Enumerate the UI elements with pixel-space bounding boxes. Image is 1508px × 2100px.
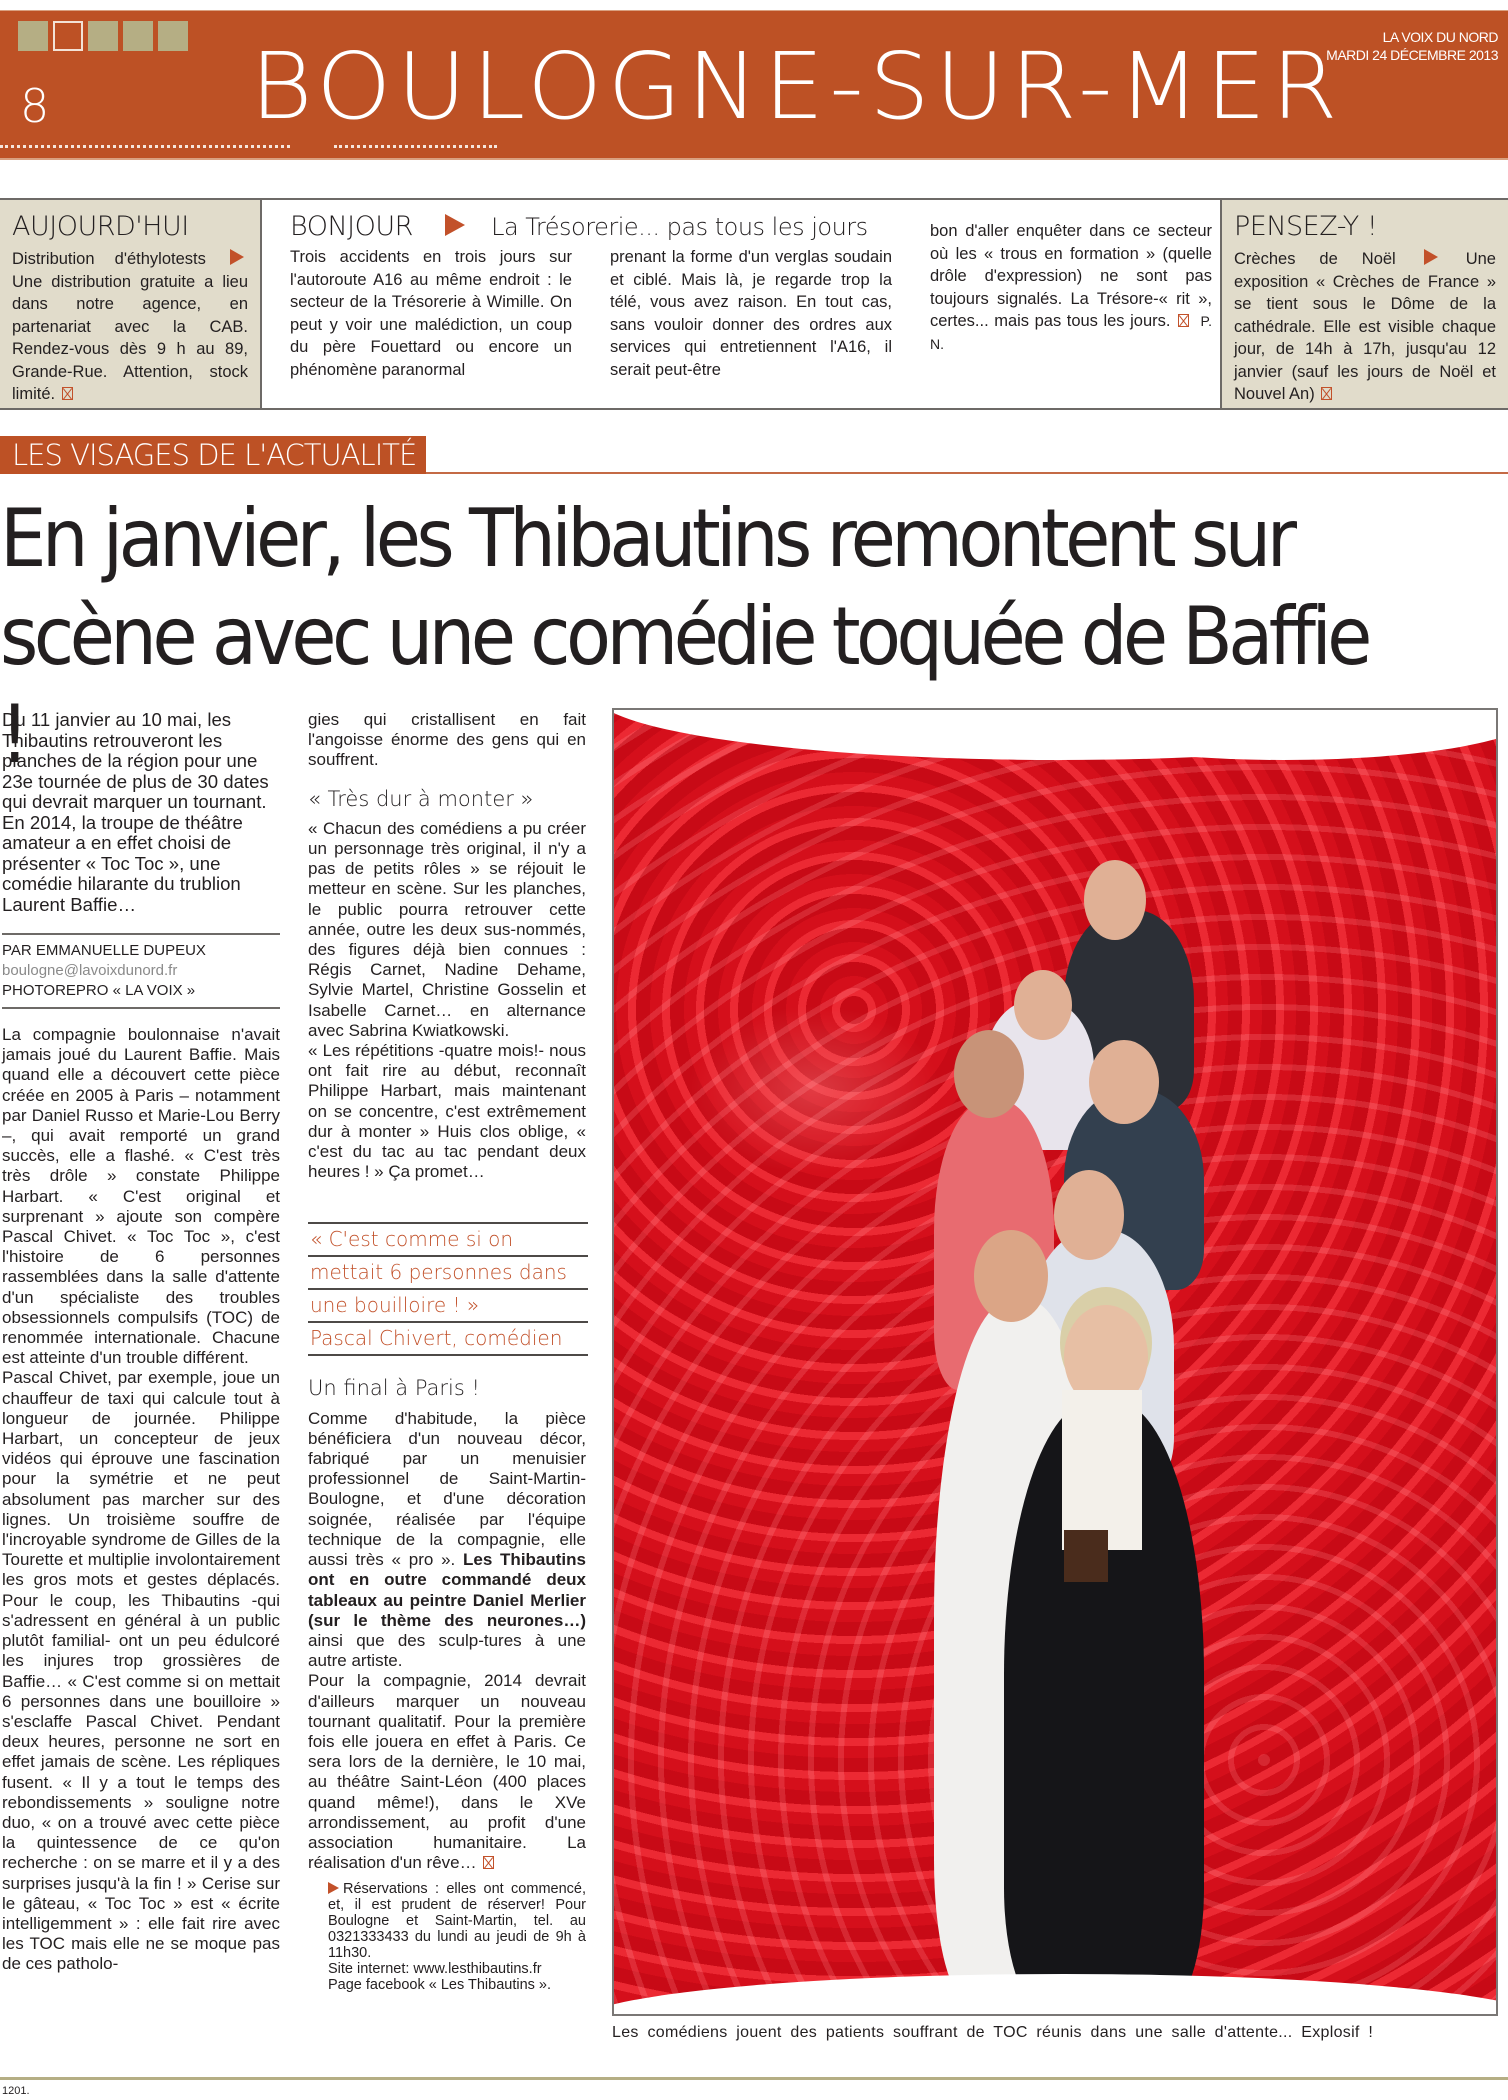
newspaper-brand: [1326, 28, 1498, 64]
headline-line-1: En janvier, les Thibautins remontent sur: [0, 492, 1293, 585]
facebook-link[interactable]: Page facebook « Les Thibautins ».: [328, 1977, 552, 1994]
byline-photo-credit: PHOTOREPRO « LA VOIX »: [2, 982, 196, 999]
brief-title: AUJOURD'HUI: [12, 211, 189, 242]
face: [1089, 1040, 1159, 1124]
brief-aujourdhui: [0, 200, 260, 408]
article-column-2: [308, 710, 586, 1993]
website-link[interactable]: Site internet: www.lesthibautins.fr: [328, 1961, 542, 1978]
square-icon: [123, 21, 153, 51]
brief-title: PENSEZ-Y !: [1234, 211, 1378, 242]
brief-title: BONJOUR: [290, 211, 413, 242]
body-text: ainsi que des sculp-tures à une autre artiste.: [308, 1630, 586, 1671]
brief-col-1: Trois accidents en trois jours sur l'autoroute A16 au même endroit : le secteur de la Trésorerie à Wimille. On peut y voir une malédiction, un coup du père Fouettard ou encore un phénomène paranormal: [290, 248, 572, 379]
body-paragraph: [308, 1409, 586, 1672]
brief-text: [12, 248, 248, 406]
cast-group: [914, 830, 1214, 2010]
kicker-rule: [0, 436, 1508, 474]
article-column-1: [2, 710, 280, 1975]
arrow-right-icon: [230, 249, 244, 265]
brief-pensez-y: [1222, 200, 1508, 408]
subheading: « Très dur à monter »: [308, 786, 534, 811]
book-icon: [1064, 1530, 1108, 1582]
pull-quote-line: « C'est comme si on: [308, 1222, 588, 1255]
page-number: 8: [20, 79, 50, 133]
pull-quote-line: mettait 6 personnes dans: [308, 1255, 588, 1288]
end-mark-icon: [483, 1856, 494, 1869]
face: [954, 1030, 1024, 1118]
dotted-rule-right: [334, 145, 497, 148]
square-active-icon: [53, 21, 83, 51]
newspaper-name: LA VOIX DU NORD: [1382, 29, 1498, 45]
masthead: [0, 10, 1508, 160]
byline-author: PAR EMMANUELLE DUPEUX: [2, 942, 206, 959]
article-chapo: Du 11 janvier au 10 mai, les Thibautins retrouveront les planches de la région pour une 23e tournée de plus de 30 dates qui devrait marquer un tournant. En 2014, la troupe de théâtre amateur a en effet choisi de présenter « Toc Toc », une comédie hilarante du trublion Laurent Baffie…: [2, 709, 269, 915]
photo-caption: Les comédiens jouent des patients souffrant de TOC réunis dans une salle d'attente... Explosif !: [612, 2024, 1374, 2041]
reservations-info: [328, 1881, 586, 1993]
reservations-text: Réservations : elles ont commencé, et, il est prudent de réserver! Pour Boulogne et Saint-Martin, tel. au 0321333433 du lundi au jeudi de 9h à 11h30.: [328, 1881, 586, 1962]
subheading: Un final à Paris !: [308, 1376, 480, 1401]
pull-quote: [308, 1222, 588, 1356]
kicker-label: LES VISAGES DE L'ACTUALITÉ: [0, 436, 426, 474]
body-paragraph: Pascal Chivet, par exemple, joue un chauffeur de taxi qui calcule tout à longueur de journée. Philippe Harbart, un concepteur de jeux vidéos qui éprouve une fascination pour la symétrie et ne peut absolument pas marcher sur des lignes. Un troisième souffre de l'incroyable syndrome de Gilles de la Tourette et multiplie involontairement les gros mots et gestes déplacés. Pour le coup, les Thibautins -qui s'adressent en général à un public plutôt familial- ont un peu édulcoré les injures trop grossières de Baffie… « C'est comme si on mettait 6 personnes dans une bouilloire » s'esclaffe Pascal Chivet. Pendant deux heures, personne ne sort en effet jamais de scène. Les répliques fusent. « Il y a tout le temps des rebondissements » souligne notre duo, « on a trouvé avec cette pièce la quintessence de ce qu'on recherche : on se marre et il y a des surprises jusqu'à la fin ! » Cerise sur le gâteau, « Toc Toc » est « écrite intelligemment » : elle fait rire avec les TOC mais elle ne se moque pas de ces patholo-: [2, 1368, 280, 1974]
pull-quote-attribution: Pascal Chivert, comédien: [308, 1321, 588, 1356]
body-text: Pour la compagnie, 2014 devrait d'ailleurs marquer un nouveau tournant qualitatif. Pour la première fois elle jouera en effet à Paris. Ce sera lors de la dernière, le 10 mai, au théâtre Saint-Léon (400 places quand même!), dans le XVe arrondissement, au profit d'une association humanitaire. La réalisation d'un rêve…: [308, 1671, 586, 1873]
brief-bonjour: [280, 200, 1240, 408]
square-icon: [18, 21, 48, 51]
section-squares: [18, 21, 188, 51]
brief-body: Une distribution gratuite a lieu dans notre agence, en partenariat avec la CAB. Rendez-vous dès 9 h au 89, Grande-Rue. Attention, stock limité.: [12, 272, 248, 403]
brief-lead: Distribution d'éthylotests: [12, 250, 206, 268]
article-photo: [612, 708, 1498, 2016]
body-paragraph: gies qui cristallisent en fait l'angoisse énorme des gens qui en souffrent.: [308, 710, 586, 770]
briefs-strip: [0, 198, 1508, 410]
brief-col-3-text: bon d'aller enquêter dans ce secteur où les « trous en formation » (quelle drôle d'expression) ne sont pas toujours signalés. La Trésore-« rit », certes... mais pas tous les jours.: [930, 222, 1212, 330]
footer-code: 1201.: [2, 2085, 30, 2097]
arrow-right-icon: [445, 214, 465, 236]
brief-lead: Crèches de Noël: [1234, 250, 1396, 268]
headline-line-2: scène avec une comédie toquée de Baffie !: [0, 590, 1368, 781]
pull-quote-line: une bouilloire ! »: [308, 1288, 588, 1321]
body-text: Comme d'habitude, la pièce bénéficiera d'un nouveau décor, fabriqué par un menuisier professionnel de Saint-Martin-Boulogne, et d'une décoration soignée, réalisée par l'équipe technique de la compagnie, elle aussi très « pro ».: [308, 1408, 586, 1570]
body-paragraph: « Chacun des comédiens a pu créer un personnage très original, il n'y a pas de petits rôles » se réjouit le metteur en scène. Sur les planches, le public pourra retrouver cette année, outre les deux sus-nommés, des figures déjà bien connues : Régis Carnet, Nadine Dehame, Sylvie Martel, Christine Gosselin et Isabelle Carnet… en alternance avec Sabrina Kwiatkowski.: [308, 818, 586, 1040]
brief-col-2: prenant la forme d'un verglas soudain et ciblé. Mais là, je regarde trop la télé, vous avez raison. En tout cas, sans vouloir donner des ordres aux services qui entretiennent l'A16, il serait peut-être: [610, 248, 892, 379]
blouse: [1062, 1390, 1142, 1550]
arrow-right-icon: [1424, 249, 1438, 265]
section-title: BOULOGNE-SUR-MER: [250, 33, 1343, 140]
byline: [2, 933, 280, 1009]
square-icon: [158, 21, 188, 51]
divider: [260, 200, 262, 408]
dotted-rule-left: [0, 145, 290, 148]
issue-date: MARDI 24 DÉCEMBRE 2013: [1326, 47, 1498, 63]
brief-signature: P. N.: [930, 313, 1212, 352]
body-paragraph: La compagnie boulonnaise n'avait jamais joué du Laurent Baffie. Mais quand elle a découvert cette pièce créée en 2005 à Paris – notamment par Daniel Russo et Marie-Lou Berry –, qui avait remporté un grand succès, elle a flashé. « C'est très très drôle » constate Philippe Harbart. « C'est original et surprenant » ajoute son compère Pascal Chivet. « Toc Toc », c'est l'histoire de 6 personnes rassemblées dans la salle d'attente d'un spécialiste des troubles obsessionnels compulsifs (TOC) de renommée internationale. Chacune est atteinte d'un trouble différent.: [2, 1025, 280, 1368]
brief-text: [1234, 248, 1496, 406]
face: [974, 1230, 1048, 1322]
body-text-bold: Les Thibautins ont en outre commandé deux tableaux au peintre Daniel Merlier (sur le thème des neurones…): [308, 1550, 586, 1630]
end-mark-icon: [62, 387, 73, 400]
end-mark-icon: [1321, 387, 1332, 400]
face: [1084, 860, 1146, 940]
brief-subtitle: La Trésorerie... pas tous les jours: [491, 213, 868, 241]
arrow-right-icon: [328, 1882, 339, 1894]
body-paragraph: « Les répétitions -quatre mois!- nous ont fait rire au début, reconnaît Philippe Harbart, mais maintenant on se concentre, c'est extrêmement dur à monter » Huis clos oblige, « c'est du tac au tac pendant deux heures ! » Ça promet…: [308, 1041, 586, 1182]
face: [1054, 1170, 1124, 1260]
square-icon: [88, 21, 118, 51]
face: [1014, 970, 1072, 1040]
body-paragraph: [308, 1671, 586, 1873]
brief-body: Une exposition « Crèches de France » se tient sous le Dôme de la cathédrale. Elle est visible chaque jour, de 14h à 17h, jusqu'au 12 janvier (sauf les jours de Noël et Nouvel An): [1234, 250, 1496, 403]
brief-col-3: [930, 220, 1212, 381]
end-mark-icon: [1178, 314, 1189, 327]
byline-email[interactable]: boulogne@lavoixdunord.fr: [2, 962, 178, 979]
footer-rule: [0, 2077, 1508, 2080]
